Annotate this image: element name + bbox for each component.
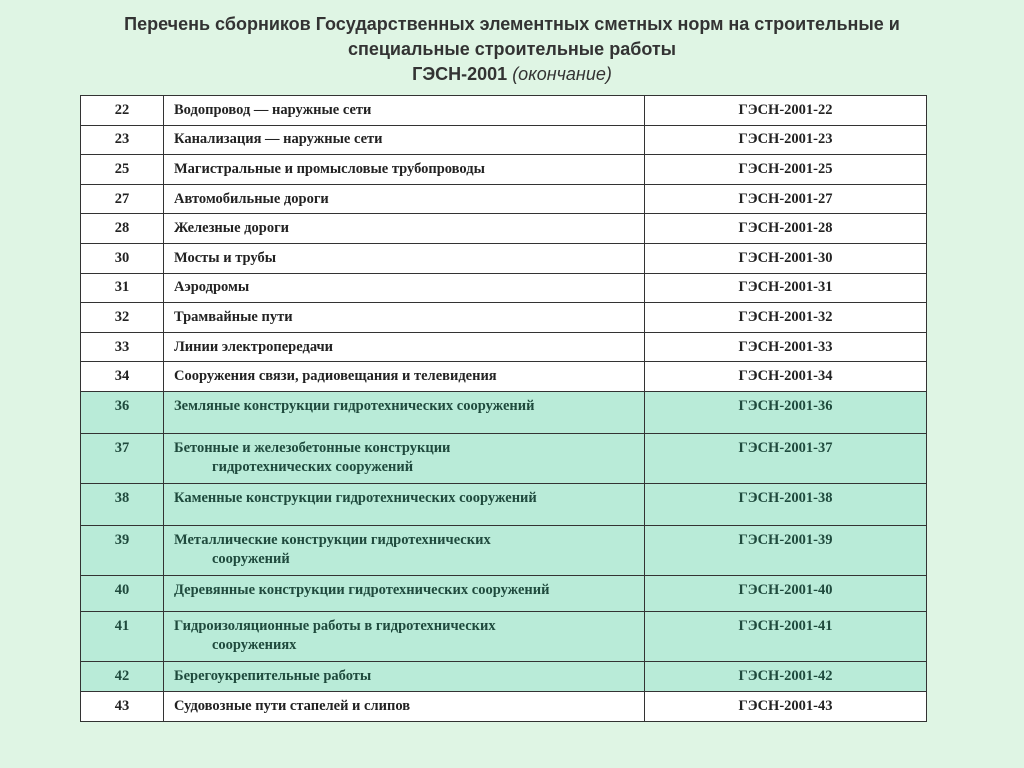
row-code: ГЭСН-2001-40 — [645, 575, 927, 611]
row-number: 39 — [81, 525, 164, 575]
table-row — [81, 332, 927, 362]
row-number: 23 — [81, 125, 164, 155]
row-code: ГЭСН-2001-28 — [645, 214, 927, 244]
table-row — [81, 575, 927, 611]
row-number: 33 — [81, 332, 164, 362]
table-row — [81, 661, 927, 691]
table-row — [81, 391, 927, 433]
row-name: Трамвайные пути — [164, 303, 645, 333]
title-line-1: Перечень сборников Государственных элементных сметных норм на строительные и — [124, 14, 900, 34]
row-name: Автомобильные дороги — [164, 184, 645, 214]
row-name: Берегоукрепительные работы — [164, 661, 645, 691]
row-name-line-1: Металлические конструкции гидротехнических — [174, 531, 491, 548]
table-row — [81, 691, 927, 721]
table-row — [81, 243, 927, 273]
row-number: 27 — [81, 184, 164, 214]
row-code: ГЭСН-2001-43 — [645, 691, 927, 721]
row-code: ГЭСН-2001-37 — [645, 433, 927, 483]
row-code: ГЭСН-2001-31 — [645, 273, 927, 303]
row-number: 22 — [81, 96, 164, 126]
row-name: Мосты и трубы — [164, 243, 645, 273]
row-name-line-1: Гидроизоляционные работы в гидротехнических — [174, 617, 496, 634]
row-number: 34 — [81, 362, 164, 392]
row-number: 36 — [81, 391, 164, 433]
row-name-line-2: сооружений — [212, 550, 290, 567]
row-code: ГЭСН-2001-25 — [645, 155, 927, 185]
row-name-line-2: сооружениях — [212, 636, 297, 653]
row-name: Судовозные пути стапелей и слипов — [164, 691, 645, 721]
table-row — [81, 214, 927, 244]
table-row — [81, 273, 927, 303]
table-row — [81, 96, 927, 126]
row-name — [164, 525, 645, 575]
row-number: 25 — [81, 155, 164, 185]
row-code: ГЭСН-2001-32 — [645, 303, 927, 333]
table-row — [81, 611, 927, 661]
row-name: Деревянные конструкции гидротехнических сооружений — [164, 575, 645, 611]
row-code: ГЭСН-2001-38 — [645, 483, 927, 525]
row-name: Земляные конструкции гидротехнических сооружений — [164, 391, 645, 433]
row-name-line-1: Бетонные и железобетонные конструкции — [174, 439, 451, 456]
row-code: ГЭСН-2001-34 — [645, 362, 927, 392]
row-name: Каменные конструкции гидротехнических сооружений — [164, 483, 645, 525]
title-continuation: (окончание) — [512, 64, 612, 84]
row-name-line-2: гидротехнических сооружений — [212, 458, 414, 475]
page-title — [40, 12, 984, 87]
title-code: ГЭСН-2001 — [412, 64, 508, 84]
table-row — [81, 125, 927, 155]
row-number: 43 — [81, 691, 164, 721]
row-name: Сооружения связи, радиовещания и телевидения — [164, 362, 645, 392]
row-number: 41 — [81, 611, 164, 661]
row-name: Магистральные и промысловые трубопроводы — [164, 155, 645, 185]
row-number: 28 — [81, 214, 164, 244]
row-name: Линии электропередачи — [164, 332, 645, 362]
row-number: 30 — [81, 243, 164, 273]
row-code: ГЭСН-2001-36 — [645, 391, 927, 433]
table-row — [81, 303, 927, 333]
title-line-2: специальные строительные работы — [347, 39, 677, 59]
row-code: ГЭСН-2001-30 — [645, 243, 927, 273]
row-name: Канализация — наружные сети — [164, 125, 645, 155]
row-number: 32 — [81, 303, 164, 333]
row-number: 42 — [81, 661, 164, 691]
row-code: ГЭСН-2001-41 — [645, 611, 927, 661]
table-row — [81, 155, 927, 185]
row-code: ГЭСН-2001-22 — [645, 96, 927, 126]
row-number: 37 — [81, 433, 164, 483]
row-name: Водопровод — наружные сети — [164, 96, 645, 126]
row-code: ГЭСН-2001-42 — [645, 661, 927, 691]
table-row — [81, 184, 927, 214]
norms-table — [80, 95, 927, 722]
row-name — [164, 611, 645, 661]
row-code: ГЭСН-2001-23 — [645, 125, 927, 155]
row-code: ГЭСН-2001-33 — [645, 332, 927, 362]
row-code: ГЭСН-2001-27 — [645, 184, 927, 214]
table-row — [81, 362, 927, 392]
row-number: 38 — [81, 483, 164, 525]
row-name — [164, 433, 645, 483]
row-number: 31 — [81, 273, 164, 303]
table-row — [81, 433, 927, 483]
title-line-3 — [40, 62, 984, 87]
row-number: 40 — [81, 575, 164, 611]
table-row — [81, 483, 927, 525]
row-name: Железные дороги — [164, 214, 645, 244]
row-name: Аэродромы — [164, 273, 645, 303]
row-code: ГЭСН-2001-39 — [645, 525, 927, 575]
table-row — [81, 525, 927, 575]
